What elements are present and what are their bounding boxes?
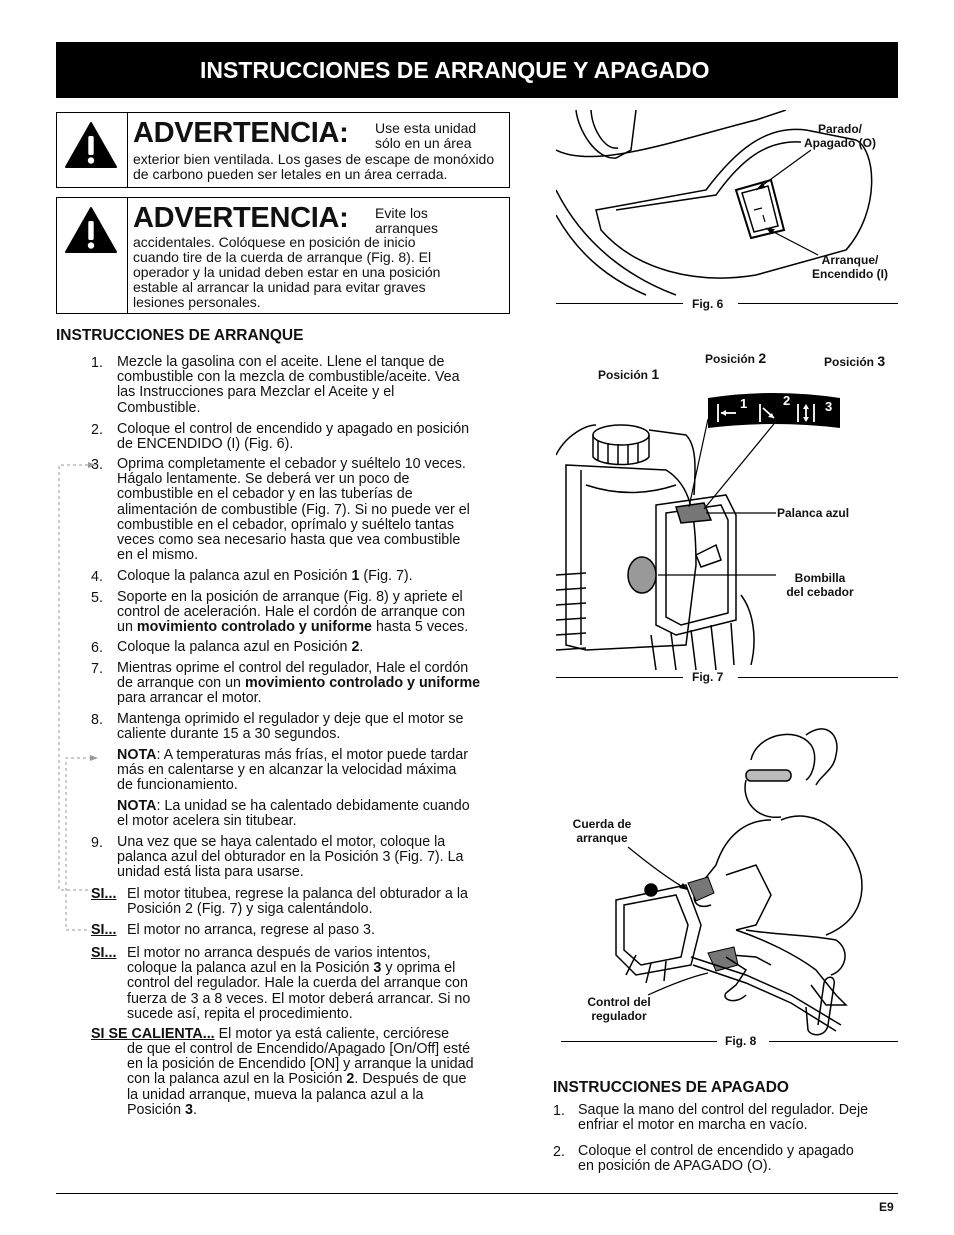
- warning-icon-cell: [57, 113, 128, 187]
- step-line: combustible con la mezcla de combustible/aceite. Vea: [117, 369, 460, 386]
- fig8-rope-label: [552, 817, 652, 845]
- fig7-pos1-label: [598, 367, 659, 382]
- si-hot-rest: [127, 1042, 474, 1118]
- step-line: control del regulador. Hale la cuerda del arranque con: [127, 975, 468, 992]
- label-text: Posición: [824, 355, 878, 369]
- step-line: Oprima completamente el cebador y suéltelo 10 veces.: [117, 456, 466, 472]
- step-line: [127, 1103, 474, 1118]
- step-line: [117, 620, 468, 635]
- stop-heading: INSTRUCCIONES DE APAGADO: [553, 1079, 789, 1096]
- warning-triangle-icon: [64, 121, 118, 169]
- step-line: más en calentarse y en alcanzar la velocidad máxima: [117, 762, 457, 779]
- step-number: 7.: [91, 661, 103, 677]
- step-line: Combustible.: [117, 399, 201, 416]
- step-line: caliente durante 15 a 30 segundos.: [117, 726, 341, 743]
- fig6-rule-left: [556, 303, 683, 304]
- warning-line: arranques: [375, 220, 439, 236]
- si-label: SI...: [91, 922, 117, 938]
- si-hot-text: [91, 1027, 449, 1042]
- warning-box-1: [56, 112, 510, 188]
- step-8: [117, 712, 464, 742]
- step-line: El motor no arranca después de varios intentos,: [127, 945, 431, 961]
- step-bold: 3: [373, 960, 382, 977]
- si-label: SI SE CALIENTA...: [91, 1026, 215, 1042]
- step-line: las Instrucciones para Mezclar el Aceite y el: [117, 384, 395, 401]
- step-4: [117, 569, 413, 584]
- step-6: [117, 640, 363, 655]
- si-label: SI...: [91, 945, 117, 961]
- note-2: [117, 799, 470, 829]
- warning-line: exterior bien ventilada. Los gases de escape de monóxido: [133, 151, 495, 167]
- step-line: de que el control de Encendido/Apagado [On/Off] esté: [127, 1041, 471, 1057]
- step-text: Posición: [127, 1101, 186, 1118]
- step-line: unidad está lista para usarse.: [117, 864, 304, 881]
- fig7-lever-label: Palanca azul: [777, 506, 850, 520]
- fig7-label: Fig. 7: [692, 670, 724, 684]
- si-3-text: [127, 946, 470, 1022]
- step-line: Coloque el control de encendido y apagado en posición: [117, 421, 470, 437]
- step-text: El motor ya está caliente, cerciórese: [214, 1026, 450, 1042]
- label-line: Apagado (O): [804, 136, 876, 150]
- label-line: arranque: [576, 831, 628, 845]
- step-line: [127, 1072, 474, 1087]
- step-text: con la palanca azul en la Posición: [127, 1071, 347, 1088]
- dashed-connector-arrows: [52, 458, 104, 938]
- step-number: 4.: [91, 569, 103, 585]
- step-bold: 2: [351, 639, 360, 655]
- label-text: Posición: [598, 368, 652, 382]
- step-number: 9.: [91, 835, 103, 851]
- step-number: 8.: [91, 712, 103, 728]
- indicator-number-1: 1: [740, 396, 748, 411]
- step-text: Coloque la palanca azul en Posición: [117, 568, 352, 584]
- step-line: en la posición de Encendido [ON] y arranque la unidad: [127, 1056, 474, 1073]
- fig8-rule-left: [561, 1041, 717, 1042]
- fig7-rule-right: [738, 677, 898, 678]
- step-line: Soporte en la posición de arranque (Fig. 8) y apriete el: [117, 589, 463, 605]
- step-line: Hágalo lentamente. Se deberá ver un poco de: [117, 471, 410, 488]
- fig7-primer-label: [770, 571, 870, 599]
- step-number: 2.: [553, 1144, 565, 1160]
- step-text: Coloque la palanca azul en Posición: [117, 639, 352, 655]
- warning-title: ADVERTENCIA:: [133, 117, 349, 149]
- step-line: enfriar el motor en marcha en vacío.: [578, 1117, 808, 1134]
- step-line: Posición 2 (Fig. 7) y siga calentándolo.: [127, 901, 373, 918]
- footer-rule: [56, 1193, 898, 1194]
- label-number: 3: [877, 353, 886, 369]
- warning-line: cuando tire de la cuerda de arranque (Fig. 8). El: [133, 249, 432, 265]
- step-line: para arrancar el motor.: [117, 690, 262, 707]
- fig7-engine-illustration: [556, 395, 896, 675]
- step-line: en el mismo.: [117, 547, 199, 564]
- warning-line: accidentales. Colóquese en posición de inicio: [133, 234, 416, 250]
- fig6-stop-label: [790, 122, 890, 150]
- step-2: [117, 422, 469, 452]
- warning-line: estable al arrancar la unidad para evitar graves: [133, 279, 426, 295]
- label-line: Arranque/: [821, 253, 879, 267]
- label-number: 1: [651, 366, 660, 382]
- warning-text: [133, 235, 440, 310]
- label-line: Control del: [587, 995, 651, 1009]
- step-line: alimentación de combustible (Fig. 7). Si no puede ver el: [117, 501, 470, 518]
- label-line: Encendido (I): [812, 267, 888, 281]
- step-line: Mientras oprime el control del regulador, Hale el cordón: [117, 660, 469, 676]
- step-bold: 3: [185, 1101, 193, 1118]
- step-bold: movimiento controlado y uniforme: [244, 675, 481, 692]
- step-line: El motor titubea, regrese la palanca del obturador a la: [127, 886, 468, 902]
- step-text: hasta 5 veces.: [372, 619, 469, 636]
- warning-title: ADVERTENCIA:: [133, 202, 349, 234]
- label-line: del cebador: [786, 585, 854, 599]
- step-line: El motor no arranca, regrese al paso 3.: [127, 922, 375, 938]
- step-text: : La unidad se ha calentado debidamente cuando: [156, 798, 470, 814]
- step-line: la unidad arranque, mueva la palanca azul a la: [127, 1086, 424, 1103]
- step-7: [117, 661, 480, 707]
- step-line: combustible en el cebador, oprímalo y suéltelo tantas: [117, 516, 454, 533]
- fig8-throttle-label: [569, 995, 669, 1023]
- page-title: INSTRUCCIONES DE ARRANQUE Y APAGADO: [200, 56, 710, 83]
- page-header: [56, 42, 898, 98]
- step-text: : A temperaturas más frías, el motor puede tardar: [156, 747, 468, 763]
- fig8-label: Fig. 8: [725, 1034, 757, 1048]
- stop-leader-line: [756, 150, 811, 190]
- step-line: de ENCENDIDO (I) (Fig. 6).: [117, 436, 294, 453]
- warning-line: Evite los: [375, 205, 428, 221]
- step-line: [117, 748, 468, 763]
- step-text: y oprima el: [381, 960, 456, 977]
- label-line: Parado/: [817, 122, 862, 136]
- step-number: 1.: [553, 1103, 565, 1119]
- step-line: sucede así, repita el procedimiento.: [127, 1005, 353, 1022]
- step-line: control de aceleración. Hale el cordón de arranque con: [117, 604, 466, 621]
- stop-step-2: [578, 1144, 854, 1174]
- step-line: Mezcle la gasolina con el aceite. Llene el tanque de: [117, 354, 445, 370]
- step-line: Mantenga oprimido el regulador y deje que el motor se: [117, 711, 464, 727]
- fig8-leader-lines: [600, 845, 710, 1005]
- step-9: [117, 835, 464, 881]
- step-line: en posición de APAGADO (O).: [578, 1158, 772, 1175]
- si-2-text: [127, 923, 375, 938]
- fig6-on-label: [800, 253, 900, 281]
- warning-text: [375, 206, 438, 236]
- step-line: el motor acelera sin titubear.: [117, 813, 297, 830]
- fig7-pos2-label: [705, 351, 766, 366]
- on-leader-line: [766, 228, 818, 255]
- step-text: un: [117, 619, 137, 636]
- indicator-number-3: 3: [825, 399, 833, 414]
- warning-icon-cell: [57, 198, 128, 313]
- step-line: Saque la mano del control del regulador. Deje: [578, 1102, 869, 1118]
- step-text: (Fig. 7).: [359, 568, 413, 584]
- step-text: .: [192, 1101, 197, 1118]
- step-line: [91, 1027, 449, 1042]
- step-bold: 1: [351, 568, 360, 584]
- step-number: 6.: [91, 640, 103, 656]
- step-text: . Después de que: [354, 1071, 467, 1088]
- warning-text: [133, 152, 494, 182]
- note-label: NOTA: [117, 798, 157, 814]
- step-line: veces como sea necesario hasta que vea combustible: [117, 532, 461, 549]
- note-1: [117, 748, 468, 794]
- step-line: [127, 961, 470, 976]
- step-text: .: [359, 639, 364, 655]
- warning-line: sólo en un área: [375, 135, 472, 151]
- warning-line: de carbono pueden ser letales en un área cerrada.: [133, 166, 448, 182]
- warning-triangle-icon: [64, 206, 118, 254]
- label-line: regulador: [591, 1009, 647, 1023]
- step-line: Una vez que se haya calentado el motor, coloque la: [117, 834, 446, 850]
- stop-step-1: [578, 1103, 868, 1133]
- step-5: [117, 590, 468, 636]
- step-3: [117, 457, 470, 563]
- label-text: Posición: [705, 352, 759, 366]
- si-1-text: [127, 887, 468, 917]
- si-label: SI...: [91, 886, 117, 902]
- label-number: 2: [758, 350, 767, 366]
- step-text: de arranque con un: [117, 675, 245, 692]
- warning-line: lesiones personales.: [133, 294, 261, 310]
- fig6-label: Fig. 6: [692, 297, 724, 311]
- step-number: 5.: [91, 590, 103, 606]
- step-bold: movimiento controlado y uniforme: [136, 619, 372, 636]
- fig7-pos3-label: [824, 354, 885, 369]
- step-1: [117, 355, 460, 416]
- step-number: 3.: [91, 457, 103, 473]
- fig6-rule-right: [738, 303, 898, 304]
- step-number: 2.: [91, 422, 103, 438]
- warning-text: [375, 121, 476, 151]
- step-line: [117, 799, 470, 814]
- step-line: de funcionamiento.: [117, 777, 238, 794]
- fig7-rule-left: [556, 677, 683, 678]
- step-number: 1.: [91, 355, 103, 371]
- step-line: [117, 676, 480, 691]
- start-heading: INSTRUCCIONES DE ARRANQUE: [56, 327, 304, 344]
- step-text: coloque la palanca azul en la Posición: [127, 960, 374, 977]
- label-line: Cuerda de: [572, 817, 632, 831]
- label-line: Bombilla: [794, 571, 846, 585]
- step-bold: 2: [346, 1071, 355, 1088]
- note-label: NOTA: [117, 747, 157, 763]
- step-line: combustible en el cebador y en las tuberías de: [117, 486, 413, 503]
- warning-line: Use esta unidad: [375, 120, 477, 136]
- indicator-number-2: 2: [783, 393, 791, 408]
- fig8-rule-right: [769, 1041, 898, 1042]
- step-line: palanca azul del obturador en la Posición 3 (Fig. 7). La: [117, 849, 464, 866]
- page-number: E9: [879, 1200, 894, 1214]
- warning-box-2: [56, 197, 510, 314]
- warning-line: operador y la unidad deben estar en una posición: [133, 264, 441, 280]
- step-line: fuerza de 3 a 8 veces. El motor deberá arrancar. Si no: [127, 990, 471, 1007]
- step-line: Coloque el control de encendido y apagado: [578, 1143, 854, 1159]
